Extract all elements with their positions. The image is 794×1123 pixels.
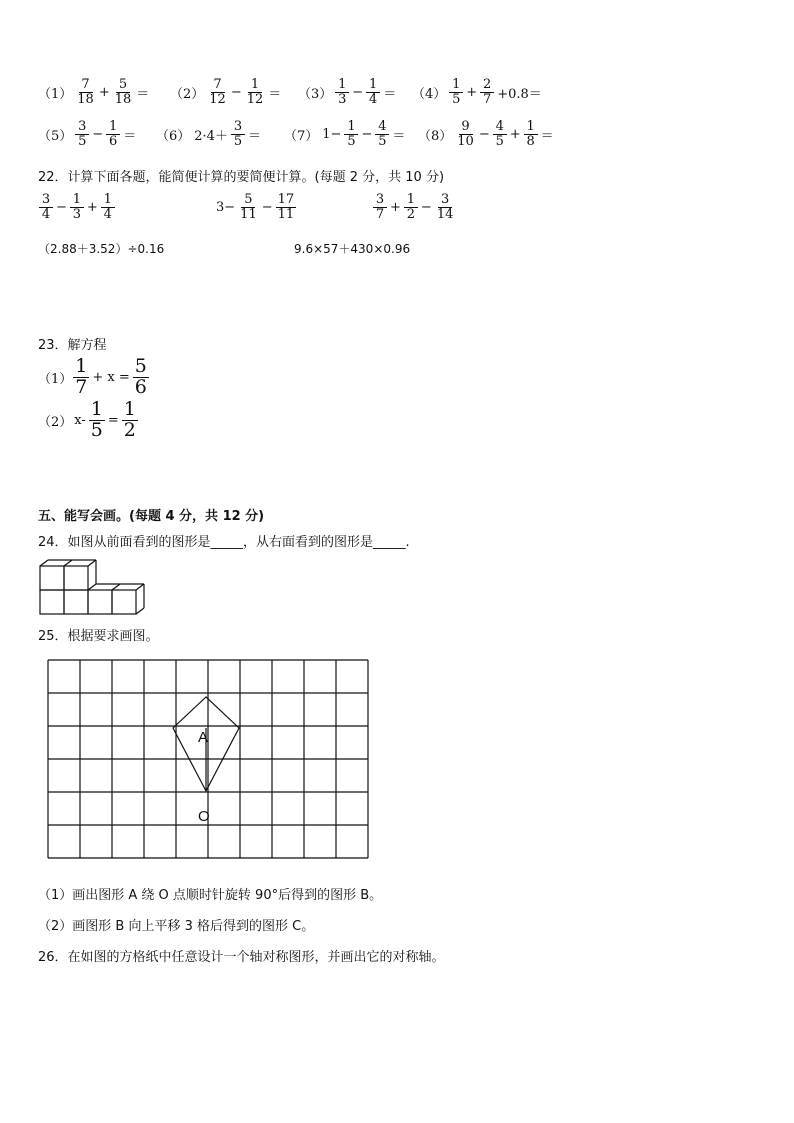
fraction xyxy=(366,78,380,106)
operator: − xyxy=(230,84,242,100)
q21-item-2 xyxy=(170,78,283,106)
fraction xyxy=(493,120,507,148)
grid-figure xyxy=(46,656,370,862)
denominator: 4 xyxy=(369,91,378,107)
denominator: 2 xyxy=(123,418,136,441)
numerator: 5 xyxy=(134,355,147,377)
operator: 2·4＋ xyxy=(194,128,228,144)
fraction xyxy=(89,400,105,441)
item-label: （1） xyxy=(38,86,73,102)
q21-item-7 xyxy=(284,120,407,148)
q24-title: 24．如图从前面看到的图形是_____，从右面看到的图形是_____. xyxy=(38,535,410,550)
fraction xyxy=(133,357,149,398)
numerator: 1 xyxy=(404,193,418,208)
operator: + x = xyxy=(92,369,130,385)
q23-equation-2 xyxy=(38,400,139,441)
q22-title: 22．计算下面各题，能简便计算的要简便计算。(每题 2 分，共 10 分) xyxy=(38,170,445,185)
fraction xyxy=(207,78,228,106)
operator: − xyxy=(261,199,273,215)
fraction xyxy=(245,78,266,106)
numerator: 1 xyxy=(101,193,115,208)
denominator: 5 xyxy=(78,133,87,149)
numerator: 3 xyxy=(75,120,89,135)
denominator: 3 xyxy=(72,206,82,222)
q22-expr-4: （2.88＋3.52）÷0.16 xyxy=(38,242,165,256)
fraction xyxy=(73,357,89,398)
denominator: 7 xyxy=(75,375,88,398)
operator: ＝ xyxy=(383,86,397,102)
item-label: （7） xyxy=(284,128,319,144)
fraction xyxy=(70,193,84,221)
section-5-title: 五、能写会画。(每题 4 分，共 12 分) xyxy=(38,509,265,524)
numerator: 3 xyxy=(373,193,387,208)
q21-item-5 xyxy=(38,120,138,148)
numerator: 1 xyxy=(75,355,88,377)
denominator: 11 xyxy=(240,206,257,222)
fraction xyxy=(39,193,53,221)
operator: ＝ xyxy=(392,128,406,144)
denominator: 5 xyxy=(378,133,387,149)
denominator: 5 xyxy=(90,418,103,441)
denominator: 4 xyxy=(103,206,112,222)
operator: − xyxy=(56,199,67,215)
fraction xyxy=(435,193,456,221)
q21-item-3 xyxy=(298,78,398,106)
operator: − xyxy=(420,199,432,215)
denominator: 4 xyxy=(41,206,51,222)
denominator: 3 xyxy=(338,91,347,107)
numerator: 3 xyxy=(231,120,245,135)
q22-expr-5: 9.6×57＋430×0.96 xyxy=(294,242,411,256)
numerator: 2 xyxy=(480,78,494,93)
operator: + xyxy=(466,84,478,100)
numerator: 5 xyxy=(116,78,130,93)
denominator: 11 xyxy=(277,206,295,222)
numerator: 9 xyxy=(459,120,473,135)
fraction xyxy=(75,120,89,148)
fraction xyxy=(455,120,476,148)
numerator: 1 xyxy=(106,120,120,135)
operator: = xyxy=(107,412,119,428)
q25-task-1: （1）画出图形 A 绕 O 点顺时针旋转 90°后得到的图形 B。 xyxy=(38,888,383,903)
item-label: （5） xyxy=(38,128,73,144)
fraction xyxy=(373,193,387,221)
fraction xyxy=(238,193,259,221)
cube-figure xyxy=(38,558,148,616)
fraction xyxy=(335,78,349,106)
fraction xyxy=(404,193,418,221)
fraction xyxy=(231,120,245,148)
numerator: 1 xyxy=(524,120,538,135)
label-a: A xyxy=(198,729,209,746)
operator: ＝ xyxy=(268,86,282,102)
denominator: 5 xyxy=(233,133,243,149)
item-label: （4） xyxy=(412,86,447,102)
operator: + xyxy=(86,199,98,215)
fraction xyxy=(480,78,494,106)
operator: ＝ xyxy=(123,128,137,144)
numerator: 17 xyxy=(277,192,295,207)
numerator: 7 xyxy=(211,78,225,93)
denominator: 5 xyxy=(452,91,461,107)
denominator: 10 xyxy=(457,133,474,149)
denominator: 18 xyxy=(114,91,132,107)
q22-expr-2 xyxy=(214,193,297,221)
denominator: 5 xyxy=(347,133,356,149)
denominator: 12 xyxy=(246,91,264,107)
q23-equation-1 xyxy=(38,357,150,398)
denominator: 6 xyxy=(134,375,147,398)
operator: ＝ xyxy=(247,128,261,144)
numerator: 4 xyxy=(493,120,507,135)
operator: ＝ xyxy=(540,128,554,144)
label-o: O xyxy=(198,808,210,825)
numerator: 1 xyxy=(344,120,358,135)
fraction xyxy=(524,120,538,148)
denominator: 6 xyxy=(109,133,118,149)
q22-expr-1 xyxy=(38,193,116,221)
q23-eq1-label: （1） xyxy=(38,371,73,387)
denominator: 18 xyxy=(77,91,94,107)
numerator: 1 xyxy=(123,398,136,420)
operator: − xyxy=(352,84,364,100)
fraction xyxy=(344,120,358,148)
q25-task-2: （2）画图形 B 向上平移 3 格后得到的图形 C。 xyxy=(38,919,315,934)
q26-title: 26．在如图的方格纸中任意设计一个轴对称图形，并画出它的对称轴。 xyxy=(38,950,445,965)
item-label: （8） xyxy=(418,128,453,144)
q21-item-4 xyxy=(412,78,544,106)
fraction xyxy=(106,120,120,148)
q21-item-1 xyxy=(38,78,151,106)
item-label: （6） xyxy=(156,128,191,144)
operator: + xyxy=(98,84,110,100)
operator: ＝ xyxy=(136,86,150,102)
numerator: 4 xyxy=(375,120,389,135)
operator: x- xyxy=(74,412,86,428)
q25-title: 25．根据要求画图。 xyxy=(38,629,159,644)
fraction xyxy=(375,120,389,148)
operator: 3− xyxy=(216,199,236,215)
numerator: 1 xyxy=(90,398,103,420)
numerator: 3 xyxy=(438,193,452,208)
denominator: 7 xyxy=(375,206,385,222)
numerator: 3 xyxy=(39,193,53,208)
fraction xyxy=(113,78,134,106)
fraction xyxy=(101,193,115,221)
denominator: 5 xyxy=(495,133,504,149)
q21-item-8 xyxy=(418,120,556,148)
operator: − xyxy=(361,126,373,142)
operator: + xyxy=(509,126,521,142)
item-label: （2） xyxy=(170,86,205,102)
numerator: 1 xyxy=(449,78,463,93)
operator: + xyxy=(390,199,401,215)
denominator: 12 xyxy=(209,91,226,107)
numerator: 1 xyxy=(335,78,349,93)
numerator: 1 xyxy=(366,78,380,93)
denominator: 8 xyxy=(526,133,535,149)
operator: 1− xyxy=(322,126,342,142)
operator: +0.8＝ xyxy=(497,86,542,102)
fraction xyxy=(122,400,138,441)
denominator: 2 xyxy=(406,206,416,222)
operator: − xyxy=(478,126,490,142)
q23-eq2-label: （2） xyxy=(38,414,73,430)
denominator: 14 xyxy=(436,206,454,222)
fraction xyxy=(276,193,297,221)
q23-title: 23．解方程 xyxy=(38,338,107,353)
denominator: 7 xyxy=(483,91,492,107)
numerator: 1 xyxy=(70,193,84,208)
item-label: （3） xyxy=(298,86,333,102)
fraction xyxy=(75,78,96,106)
q21-item-6 xyxy=(156,120,263,148)
numerator: 7 xyxy=(79,78,93,93)
operator: − xyxy=(92,126,104,142)
numerator: 5 xyxy=(241,193,255,208)
q22-expr-3 xyxy=(372,193,456,221)
numerator: 1 xyxy=(248,78,262,93)
fraction xyxy=(449,78,463,106)
